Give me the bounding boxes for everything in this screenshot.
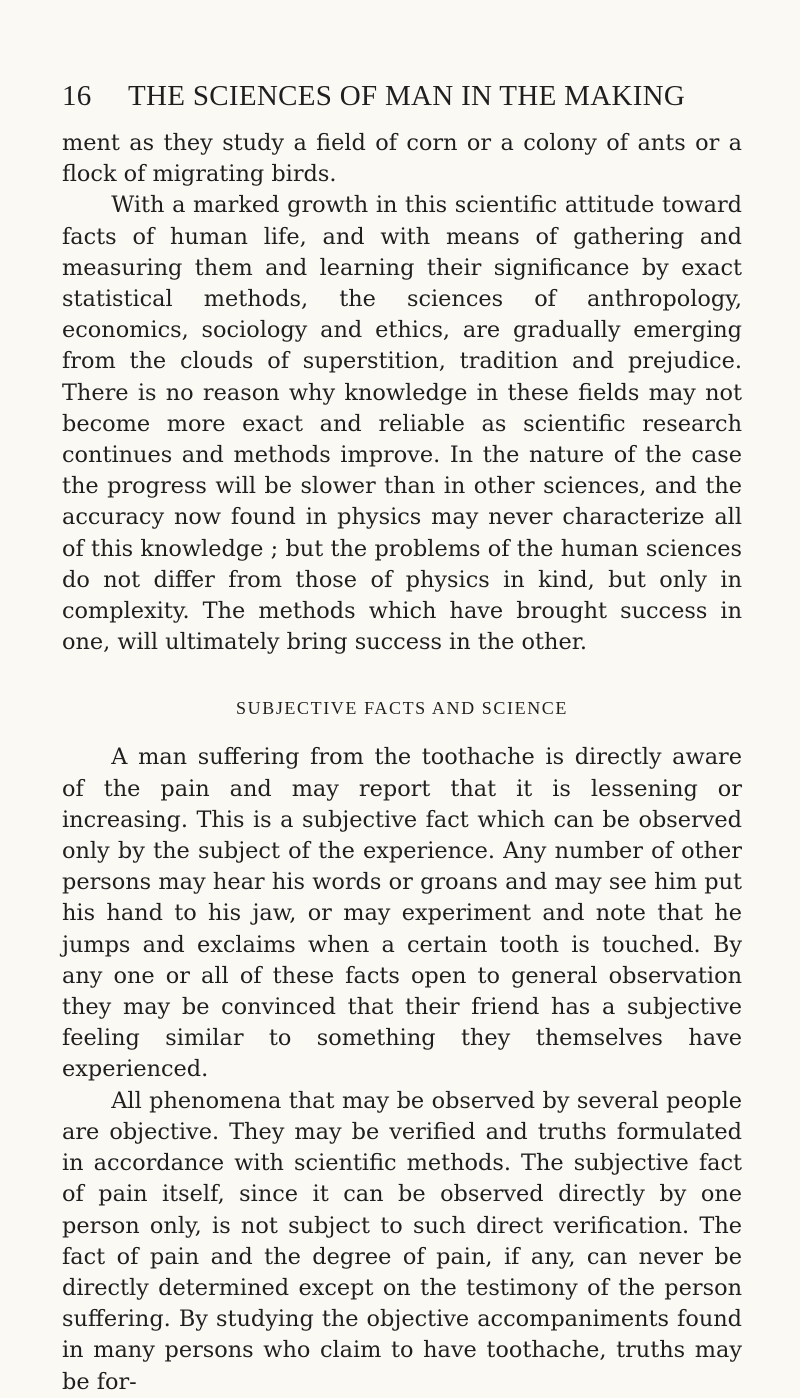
paragraph: With a marked growth in this scientific attitude toward facts of human life, and with means of gathering and measuring them and learning their significance by exact statistical methods, the sciences of anthropology, economics, sociology and ethics, are gradually emerging from the clouds of superstition, tradition and prejudice. There is no reason why knowledge in these fields may not become more exact and reliable as scientific research continues and methods improve. In the nature of the case the progress will be slower than in other sciences, and the accuracy now found in physics may never characterize all of this knowledge ; but the problems of the human sciences do not differ from those of physics in kind, but only in complexity. The methods which have brought success in one, will ultimately bring success in the other. — [62, 192, 742, 656]
section-heading: SUBJECTIVE FACTS AND SCIENCE — [236, 698, 568, 719]
paragraph: A man suffering from the toothache is directly aware of the pain and may report that it is lessening or increasing. This is a subjective fact which can be observed only by the subject of the experience. Any number of other persons may hear his words or groans and may see him put his hand to his jaw, or may experiment and note that he jumps and exclaims when a certain tooth is touched. By any one or all of these facts open to general observation they may be convinced that their friend has a subjective feeling similar to something they themselves have experienced. — [62, 744, 742, 1083]
running-header — [62, 78, 742, 114]
running-title: THE SCIENCES OF MAN IN THE MAKING — [128, 80, 686, 112]
page-number: 16 — [62, 80, 92, 112]
paragraph-continuation: ment as they study a field of corn or a colony of ants or a flock of migrating birds. — [62, 130, 742, 188]
paragraph: All phenomena that may be observed by several people are objective. They may be verified and truths formulated in accordance with scientific methods. The subjective fact of pain itself, since it can be observed directly by one person only, is not subject to such direct verification. The fact of pain and the degree of pain, if any, can never be directly determined except on the testimony of the person suffering. By studying the objective accompaniments found in many persons who claim to have toothache, truths may be for- — [62, 1087, 742, 1395]
book-page — [62, 78, 742, 1398]
